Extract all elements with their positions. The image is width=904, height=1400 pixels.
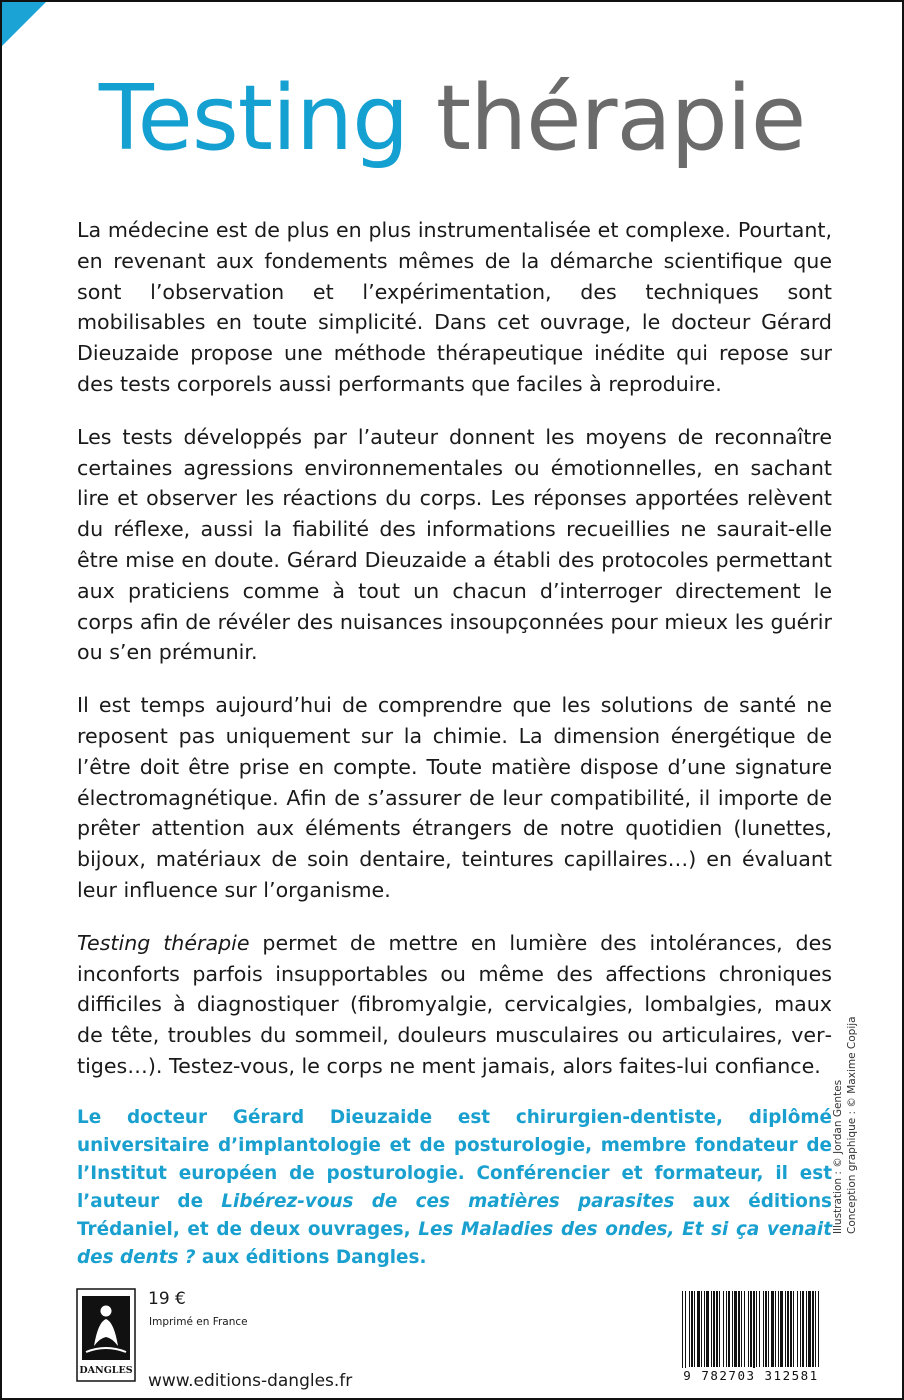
- bio-text-3: aux éditions Trédaniel, et de deux ouvrages,: [77, 1190, 832, 1240]
- barcode-bar: [697, 1291, 700, 1367]
- credit-illustration: Illustration : © Jordan Gentes: [832, 1079, 844, 1234]
- barcode-bar: [806, 1291, 807, 1367]
- barcode-bar: [785, 1291, 786, 1367]
- barcode-bar: [759, 1291, 760, 1367]
- barcode-bar: [818, 1291, 819, 1367]
- bio-book-2: Les Maladies des ondes, Et si ça venait des dents ?: [77, 1218, 833, 1268]
- barcode-bar: [706, 1291, 709, 1367]
- barcode-bar: [723, 1291, 724, 1367]
- barcode-bar: [775, 1291, 776, 1367]
- price: 19 €: [148, 1289, 186, 1309]
- blurb: [77, 215, 832, 1290]
- printed-in-france: Imprimé en France: [149, 1316, 248, 1328]
- book-title: [2, 64, 902, 174]
- barcode-bar: [750, 1291, 752, 1367]
- barcode-bar: [704, 1291, 705, 1367]
- dangles-logo-icon: [76, 1288, 136, 1382]
- barcode-bar: [685, 1291, 686, 1379]
- barcode-bar: [763, 1291, 764, 1367]
- title-word-therapie: thérapie: [435, 66, 806, 171]
- bio-text-1: Le docteur: [77, 1106, 233, 1128]
- barcode-bar: [741, 1291, 742, 1367]
- barcode-bar: [719, 1291, 720, 1367]
- paragraph-1: La médecine est de plus en plus instrumentalisée et complexe. Pourtant, en revenant aux fondements mêmes de la démarche scientifique que sont l’observation et l’expérimentation, des techniques sont mobilisables en toute simplicité. Dans cet ouvrage, le docteur Gérard Dieuzaide propose une méthode thérapeutique inédite qui repose sur des tests corporels aussi performants que faciles à reproduire.: [77, 218, 832, 396]
- paragraph-4: [77, 928, 832, 1082]
- barcode-bar: [682, 1291, 683, 1379]
- credit-design: Conception graphique : © Maxime Copija: [846, 1016, 858, 1234]
- paragraph-3: Il est temps aujourd’hui de comprendre que les solutions de santé ne reposent pas uniquement sur la chimie. La dimension énergétique de l’être doit être prise en compte. Toute matière dispose d’une signature électromagnétique. Afin de s’assurer de leur compatibilité, il importe de prêter attention aux éléments étrangers de notre quotidien (lunettes, bijoux, matériaux de soin dentaire, teintures capillaires…) en évaluant leur influence sur l’organisme.: [77, 693, 832, 902]
- barcode-bar: [726, 1291, 727, 1367]
- barcode-bar: [802, 1291, 804, 1367]
- book-title-italic: Testing thérapie: [77, 930, 250, 955]
- paragraph-4-text: permet de mettre en lumière des intolérances, des inconforts parfois insupportables ou même des affections chroniques difficiles à diagnostiquer (fibromyalgie, cervicalgies, lombalgies, maux de tête, troubles du sommeil, douleurs musculaires ou articulaires, vertiges…). Testez-vous, le corps ne ment jamais, alors faites-lui confiance.: [77, 930, 833, 1078]
- barcode-bar: [790, 1291, 792, 1367]
- barcode-bar: [728, 1291, 730, 1367]
- isbn-number: 9 782703 312581: [670, 1368, 832, 1383]
- barcode-bar: [780, 1291, 783, 1367]
- barcode-bar: [812, 1291, 814, 1367]
- barcode-bar: [734, 1291, 737, 1367]
- barcode-bar: [756, 1291, 757, 1367]
- paragraph-2: Les tests développés par l’auteur donnent les moyens de reconnaître certaines agressions environnementales ou émotionnelles, en sachant lire et observer les réactions du corps. Les réponses apportées relèvent du réflexe, aussi la fiabilité des informations recueillies ne saurait-elle être mise en doute. Gérard Dieuzaide a établi des protocoles permettant aux praticiens comme à tout un chacun d’interroger directement le corps afin de révéler des nuisances insoupçonnées pour mieux les guérir ou s’en prémunir.: [77, 424, 832, 665]
- barcode-bar: [738, 1291, 740, 1367]
- corner-triangle: [2, 2, 46, 46]
- barcode-bar: [815, 1291, 816, 1367]
- barcode-bar: [753, 1291, 755, 1379]
- credits: [831, 1016, 871, 1234]
- barcode-bar: [711, 1291, 712, 1367]
- barcode-bar: [716, 1291, 718, 1367]
- barcode-bar: [744, 1291, 745, 1367]
- author-name: Gérard Dieuzaide: [232, 1106, 433, 1128]
- barcode-bar: [771, 1291, 774, 1367]
- barcode-bar: [793, 1291, 794, 1367]
- publisher-website: www.editions-dangles.fr: [148, 1371, 353, 1391]
- barcode-bar: [732, 1291, 733, 1367]
- author-bio: [77, 1104, 832, 1272]
- bio-book-1: Libérez-vous de ces matières parasites: [221, 1190, 675, 1212]
- barcode-bar: [765, 1291, 767, 1367]
- barcode-bar: [748, 1291, 749, 1367]
- barcode-bar: [694, 1291, 695, 1367]
- bio-text-2: est chirurgien-dentiste, diplômé universitaire d’implantologie et de posturologie, membre fondateur de l’Institut européen de posturologie. Conférencier et formateur, il est l’auteur de: [77, 1106, 832, 1212]
- title-word-testing: Testing: [98, 66, 409, 171]
- barcode-bar: [701, 1291, 702, 1367]
- barcode-bar: [808, 1291, 811, 1367]
- barcode-bar: [778, 1291, 779, 1367]
- logo-wordmark: DANGLES: [79, 1365, 133, 1376]
- barcode-bar: [768, 1291, 769, 1367]
- barcode-bar: [689, 1291, 690, 1367]
- barcode-bar: [787, 1291, 789, 1367]
- barcode-bar: [713, 1291, 715, 1367]
- bio-text-4: aux éditions Dangles.: [195, 1246, 427, 1268]
- barcode-bar: [691, 1291, 693, 1367]
- barcode-bar: [800, 1291, 801, 1367]
- barcode-bar: [797, 1291, 798, 1367]
